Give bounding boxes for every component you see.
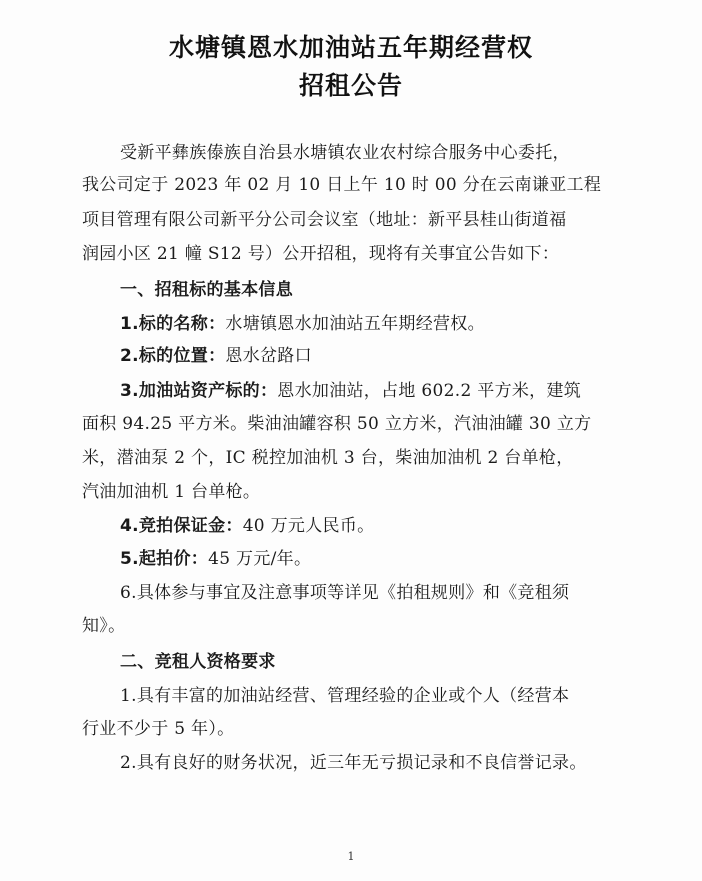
item-5-value: 45 万元/年。 <box>208 549 312 569</box>
s2-item-1-line-1: 1.具有丰富的加油站经营、管理经验的企业或个人（经营本 <box>120 686 570 706</box>
title-line-1: 水塘镇恩水加油站五年期经营权 <box>168 33 533 62</box>
item-2 <box>120 346 640 366</box>
item-6-line-1: 6.具体参与事宜及注意事项等详见《拍租规则》和《竞租须 <box>120 583 570 603</box>
item-5 <box>120 549 640 569</box>
section-2-heading: 二、竞租人资格要求 <box>120 652 276 672</box>
item-2-value: 恩水岔路口 <box>225 346 312 366</box>
item-3-label: 3.加油站资产标的： <box>120 381 278 401</box>
item-2-label: 2.标的位置： <box>120 346 226 366</box>
item-1-value: 水塘镇恩水加油站五年期经营权。 <box>225 314 485 334</box>
item-1 <box>120 314 640 334</box>
item-3-line-2: 面积 94.25 平方米。柴油油罐容积 50 立方米，汽油油罐 30 立方 <box>82 414 592 434</box>
intro-line-1: 受新平彝族傣族自治县水塘镇农业农村综合服务中心委托， <box>120 143 570 163</box>
section-1-heading: 一、招租标的基本信息 <box>120 280 293 300</box>
s2-item-1-line-2: 行业不少于 5 年）。 <box>82 719 235 739</box>
item-4-label: 4.竞拍保证金： <box>120 516 243 536</box>
item-5-label: 5.起拍价： <box>120 549 209 569</box>
item-6-line-2: 知》。 <box>82 616 126 636</box>
s2-item-2: 2.具有良好的财务状况，近三年无亏损记录和不良信誉记录。 <box>120 753 587 773</box>
item-3 <box>120 381 640 401</box>
item-4 <box>120 516 640 536</box>
intro-line-4: 润园小区 21 幢 S12 号）公开招租，现将有关事宜公告如下： <box>82 244 560 264</box>
intro-line-3: 项目管理有限公司新平分公司会议室（地址：新平县桂山街道福 <box>82 210 567 230</box>
intro-line-2: 我公司定于 2023 年 02 月 10 日上午 10 时 00 分在云南谦亚工程 <box>82 175 602 195</box>
item-4-value: 40 万元人民币。 <box>242 516 375 536</box>
page-number: 1 <box>347 850 355 863</box>
item-3-line-4: 汽油加油机 1 台单枪。 <box>82 482 261 502</box>
item-3-value: 恩水加油站，占地 602.2 平方米，建筑 <box>277 381 582 401</box>
item-3-line-3: 米，潜油泵 2 个，IC 税控加油机 3 台，柴油加油机 2 台单枪， <box>82 448 574 468</box>
title-line-2: 招租公告 <box>298 71 403 100</box>
item-1-label: 1.标的名称： <box>120 314 226 334</box>
